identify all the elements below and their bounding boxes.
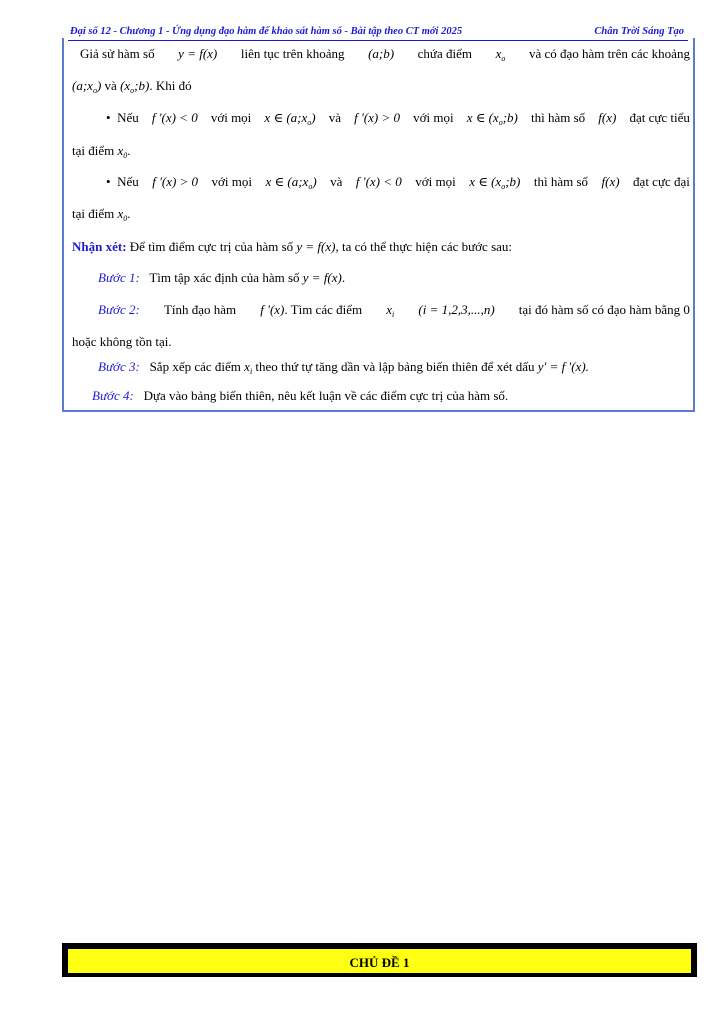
- intro-text: và có đạo hàm trên các khoảng: [528, 46, 690, 61]
- step-2-cont: hoặc không tồn tại.: [72, 334, 172, 349]
- topic-banner: [62, 943, 697, 977]
- math-function: y = f(x): [302, 270, 342, 285]
- math-interval: $(x_o;b)$: [120, 78, 150, 95]
- math-point: $x_i$: [244, 359, 253, 376]
- bullet-min-cont: tại điểm $x_0$.: [72, 143, 131, 160]
- step-2: Bước 2: Tính đạo hàm f '(x). Tìm các điểm $x_i$ (i = 1,2,3,...,n) tại đó hàm số có đạo hàm bằng 0: [98, 302, 690, 323]
- intro-text: chứa điểm: [417, 46, 472, 61]
- intro-text: . Khi đó: [149, 78, 192, 93]
- math-function: y = f(x): [178, 46, 218, 61]
- remark-line: Nhận xét: Để tìm điểm cực trị của hàm số y = f(x), ta có thể thực hiện các bước sau:: [72, 239, 513, 254]
- math-point: $x_o$: [495, 46, 506, 63]
- intro-line-2: [72, 78, 192, 99]
- intro-text: Giả sử hàm số: [80, 46, 155, 61]
- math-function: f(x): [598, 110, 617, 125]
- math-function: y = f(x): [296, 239, 336, 254]
- bullet-max-cont: tại điểm $x_0$.: [72, 206, 131, 223]
- math-function: f(x): [601, 174, 620, 189]
- math-condition: f '(x) > 0: [152, 174, 199, 189]
- step-label: Bước 4:: [92, 388, 134, 403]
- bullet-min: • Nếu f '(x) < 0 với mọi x ∈ $(a;x_o)$ và f '(x) > 0 với mọi x ∈ $(x_o;b)$ thì hàm số f(x) đạt cực tiểu: [106, 110, 690, 131]
- math-condition: f '(x) < 0: [151, 110, 198, 125]
- bullet-icon: •: [106, 110, 111, 125]
- math-domain: x ∈ $(a;x_o)$: [264, 110, 316, 127]
- theory-box: [62, 38, 695, 412]
- remark-label: Nhận xét:: [72, 239, 127, 254]
- math-function: f '(x): [260, 302, 285, 317]
- bullet-icon: •: [106, 174, 111, 189]
- math-point: $x_i$: [386, 302, 395, 319]
- intro-text: liên tục trên khoảng: [240, 46, 345, 61]
- intro-line-1: [80, 46, 690, 67]
- math-derivative: y' = f '(x).: [537, 359, 589, 374]
- math-interval: $(a;x_o)$: [72, 78, 102, 95]
- header-left-title: Đại số 12 - Chương 1 - Ứng dụng đạo hàm để khảo sát hàm số - Bài tập theo CT mới 2025: [70, 26, 463, 37]
- bullet-max: • Nếu f '(x) > 0 với mọi x ∈ $(a;x_o)$ và f '(x) < 0 với mọi x ∈ $(x_o;b)$ thì hàm số f(x) đạt cực đại: [106, 174, 690, 195]
- math-domain: x ∈ $(x_o;b)$: [469, 174, 521, 191]
- header-right-title: Chân Trời Sáng Tạo: [594, 26, 684, 37]
- math-condition: f '(x) > 0: [354, 110, 400, 125]
- step-label: Bước 3:: [98, 359, 140, 374]
- math-domain: x ∈ $(a;x_o)$: [265, 174, 317, 191]
- math-index-range: (i = 1,2,3,...,n): [418, 302, 495, 317]
- intro-text: và: [104, 78, 117, 93]
- math-interval: (a;b): [368, 46, 395, 61]
- step-1: Bước 1: Tìm tập xác định của hàm số y = f(x).: [98, 270, 346, 285]
- math-domain: x ∈ $(x_o;b)$: [466, 110, 518, 127]
- step-3: Bước 3: Sắp xếp các điểm $x_i$ theo thứ tự tăng dần và lập bảng biến thiên để xét dấu y' = f '(x).: [98, 359, 589, 376]
- step-4: Bước 4: Dựa vào bảng biến thiên, nêu kết luận về các điểm cực trị của hàm số.: [92, 388, 509, 403]
- step-label: Bước 2:: [98, 302, 140, 317]
- topic-title: CHỦ ĐỀ 1: [67, 948, 692, 974]
- math-condition: f '(x) < 0: [355, 174, 402, 189]
- step-label: Bước 1:: [98, 270, 140, 285]
